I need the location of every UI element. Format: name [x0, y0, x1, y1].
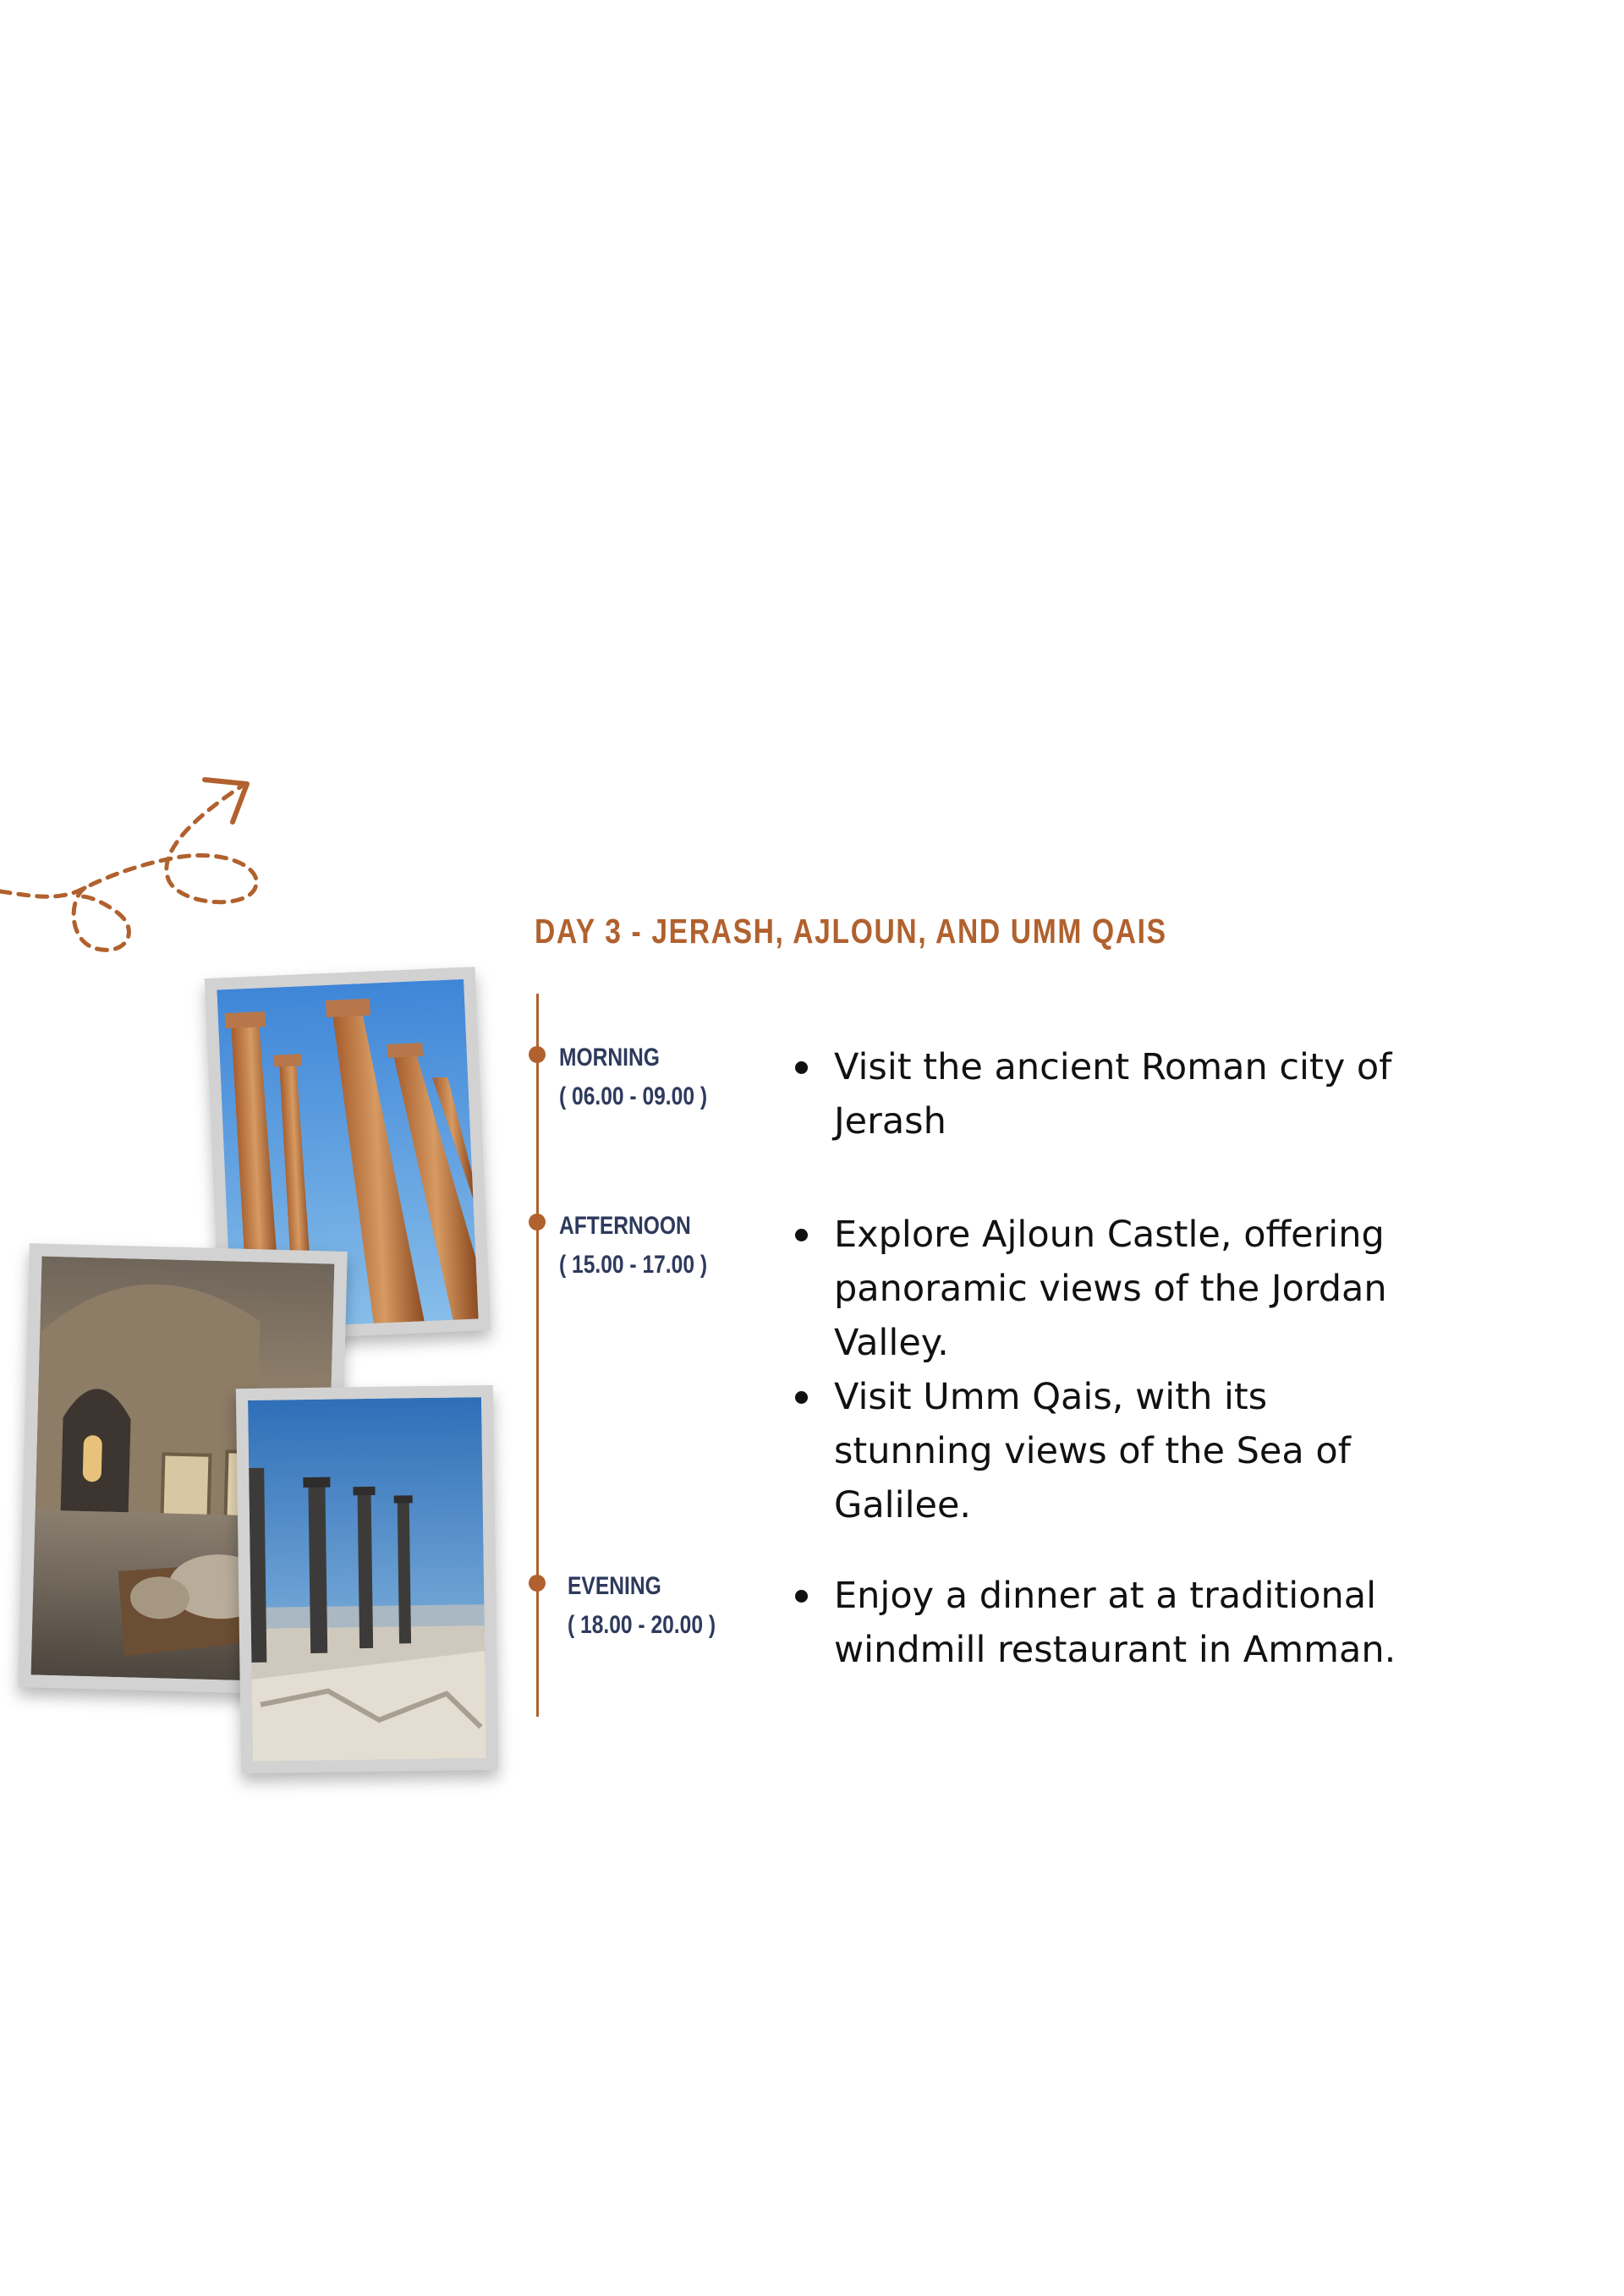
time-range: ( 18.00 - 20.00 )	[568, 1611, 716, 1639]
bullet-icon	[795, 1061, 808, 1074]
activity-text: Enjoy a dinner at a traditional windmill restaurant in Amman.	[834, 1575, 1396, 1671]
timeline-line	[536, 994, 539, 1717]
time-label-afternoon	[559, 1207, 707, 1285]
activity-list-afternoon	[793, 1208, 1402, 1532]
dashed-arrow-icon	[0, 761, 271, 981]
activity-list-morning	[793, 1040, 1402, 1148]
list-item	[793, 1569, 1402, 1677]
list-item	[793, 1040, 1402, 1148]
bullet-icon	[795, 1229, 808, 1241]
bullet-icon	[795, 1391, 808, 1404]
period-label: MORNING	[559, 1044, 660, 1071]
activity-text: Visit Umm Qais, with its stunning views of the Sea of Galilee.	[834, 1376, 1351, 1526]
time-label-morning	[559, 1038, 707, 1116]
activity-text: Visit the ancient Roman city of Jerash	[834, 1046, 1392, 1143]
list-item	[793, 1370, 1402, 1532]
umm-qais-photo	[236, 1385, 498, 1773]
page-title: DAY 3 - JERASH, AJLOUN, AND UMM QAIS	[535, 912, 1167, 951]
list-item	[793, 1208, 1402, 1370]
period-label: AFTERNOON	[559, 1212, 691, 1240]
timeline-dot-icon	[529, 1575, 546, 1592]
time-range: ( 15.00 - 17.00 )	[559, 1251, 708, 1279]
timeline-dot-icon	[529, 1046, 546, 1063]
time-range: ( 06.00 - 09.00 )	[559, 1082, 708, 1110]
bullet-icon	[795, 1590, 808, 1603]
period-label: EVENING	[568, 1572, 661, 1600]
time-label-evening	[568, 1567, 716, 1645]
timeline-dot-icon	[529, 1214, 546, 1230]
activity-text: Explore Ajloun Castle, offering panoramic views of the Jordan Valley.	[834, 1214, 1387, 1364]
activity-list-evening	[793, 1569, 1402, 1677]
